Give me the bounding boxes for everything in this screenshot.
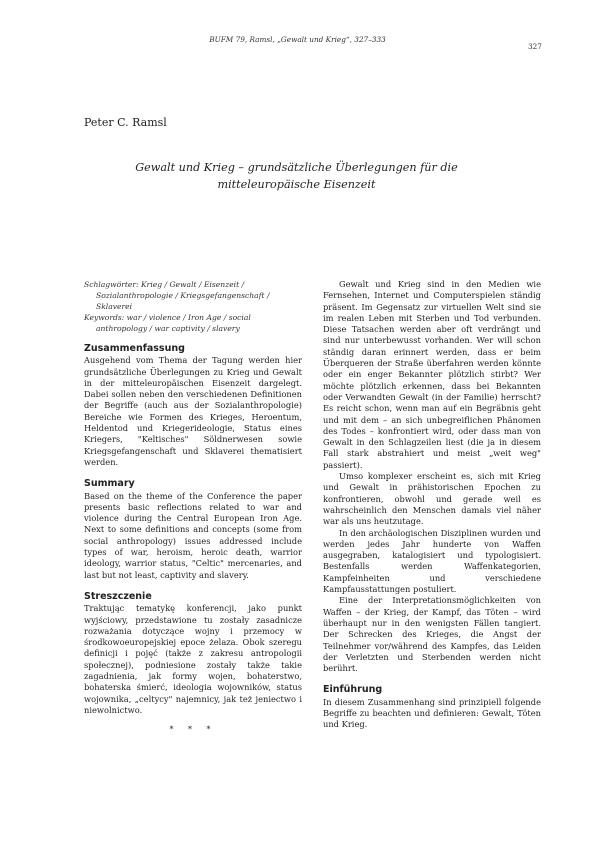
einfuehrung-text: In diesem Zusammenhang sind prinzipiell folgende Begriffe zu beachten und definieren: Gewalt, Töten und Krieg.	[323, 696, 541, 730]
section-separator: * * *	[169, 725, 217, 735]
section-heading-streszczenie: Streszczenie	[84, 590, 152, 602]
section-heading-summary: Summary	[84, 478, 135, 490]
running-header: BUFM 79, Ramsl, „Gewalt und Krieg“, 327–333	[209, 35, 386, 44]
keywords-german: Schlagwörter: Krieg / Gewalt / Eisenzeit / Sozialanthropologie / Kriegsgefangenschaft / Sklaverei	[84, 280, 270, 311]
body-paragraph: Umso komplexer erscheint es, sich mit Krieg und Gewalt in prähistorischen Epochen zu konfrontieren, obwohl und gerade weil es wahrscheinlich den Menschen damals viel näher war als uns heutzutage.	[323, 471, 541, 527]
right-column	[323, 279, 541, 731]
section-heading-zusammenfassung: Zusammenfassung	[84, 343, 185, 354]
article-title	[84, 159, 509, 193]
abstract-german: Ausgehend vom Thema der Tagung werden hier grundsätzliche Überlegungen zu Krieg und Gewalt in der mitteleuropäischen Eisenzeit dargelegt. Dabei sollen neben den verschiedenen Definitionen der Begriffe (auch aus der Sozialanthropologie) Bereiche wie Formen des Krieges, Heroentum, Heldentod und Kriegerideologie, Status eines Kriegers, "Keltisches" Söldnerwesen sowie Kriegsgefangenschaft und Sklaverei thematisiert werden.	[84, 355, 302, 467]
article-title-line: mitteleuropäische Eisenzeit	[217, 178, 376, 191]
abstract-polish: Traktując tematykę konferencji, jako punkt wyjściowy, przedstawione tu zostały zasadnicze rozważania dotyczące wojny i przemocy w środkowoeuropejskiej epoce żelaza. Obok szeregu definicji i pojęć (także z zakresu antropologii społecznej), podniesione zostały także takie zagadnienia, jak formy wojen, bohaterstwo, bohaterska śmierć, ideologia wojowników, status wojownika, „celtycy" najemnicy, jak też jeniectwo i niewolnictwo.	[84, 603, 302, 715]
page-number: 327	[528, 42, 542, 51]
author-name: Peter C. Ramsl	[84, 116, 167, 129]
left-column	[84, 279, 302, 736]
body-paragraph: Gewalt und Krieg sind in den Medien wie Fernsehen, Internet und Computerspielen ständig präsent. Im Gegensatz zur virtuellen Welt sind sie im realen Leben mit Sterben und Tod verbunden. Diese Tatsachen werden aber oft verdrängt und sind nur unterbewusst vorhanden. Wer will schon ständig daran erinnert werden, dass er beim Überqueren der Straße überfahren werden könnte oder ein enger Bekannter plötzlich stirbt? Wer möchte plötzlich erkennen, dass bei Bekannten oder Verwandten Gewalt (in der Familie) herrscht? Es reicht schon, wenn man auf ein Begräbnis geht und mit dem – an sich unbegreiflichen Phänomen des Todes – konfrontiert wird, oder dass man von Gewalt in den Schlagzeilen liest (die ja in diesem Fall stark abstrahiert und meist „weit weg" passiert).	[323, 279, 541, 470]
keywords-block	[84, 279, 302, 334]
keywords-english: Keywords: war / violence / Iron Age / social anthropology / war captivity / slavery	[84, 313, 251, 333]
body-paragraph: In den archäologischen Disziplinen wurden und werden jedes Jahr hunderte von Waffen ausgegraben, katalogisiert und typologisiert. Bestenfalls werden Waffenkategorien, Kampfeinheiten und verschiedene Kampfausstattungen postuliert.	[323, 527, 541, 595]
abstract-english: Based on the theme of the Conference the paper presents basic reflections related to war and violence during the Central European Iron Age. Next to some definitions and concepts (some from social anthropology) issues addressed include types of war, heroism, heroic death, warrior ideology, warrior status, "Celtic" mercenaries, and last but not least, captivity and slavery.	[84, 490, 302, 580]
body-paragraph: Eine der Interpretationsmöglichkeiten von Waffen – der Krieg, der Kampf, das Töten – wird überhaupt nur in den wenigsten Fällen tangiert. Der Schrecken des Krieges, die Angst der Teilnehmer vor/während des Kampfes, das Leiden der Verletzten und Sterbenden werden nicht berührt.	[323, 595, 541, 674]
article-title-line: Gewalt und Krieg – grundsätzliche Überlegungen für die	[135, 161, 458, 174]
section-heading-einfuehrung: Einführung	[323, 684, 383, 696]
